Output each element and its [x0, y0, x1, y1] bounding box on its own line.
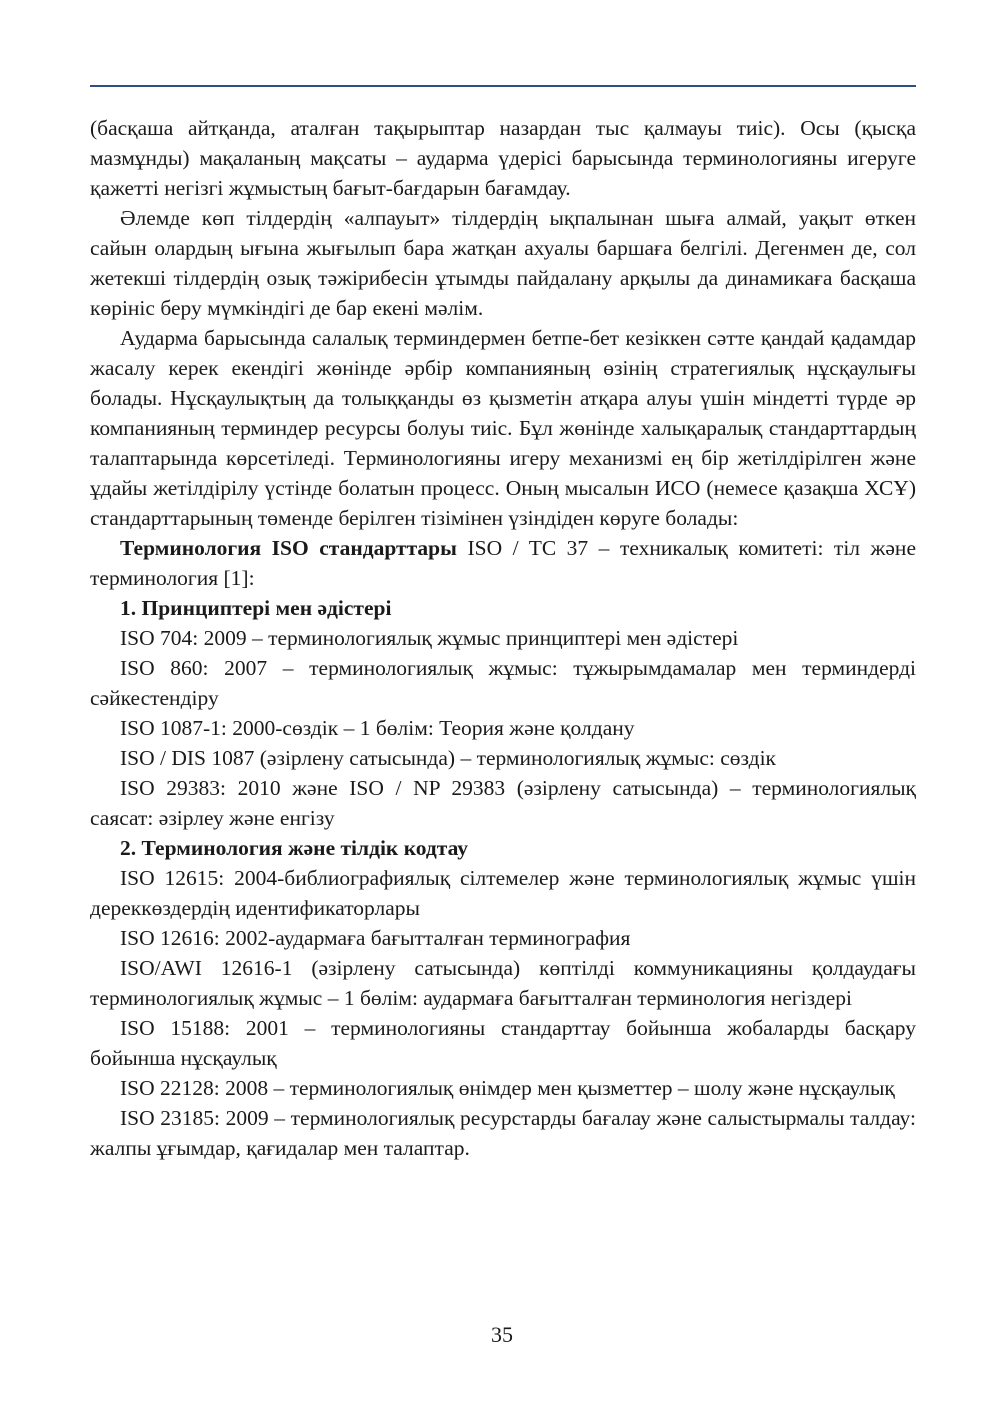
- section-heading-principles: 1. Принциптері мен әдістері: [120, 596, 392, 620]
- standard-item: ISO / DIS 1087 (әзірлену сатысында) – терминологиялық жұмыс: сөздік: [120, 746, 777, 770]
- page-body: [90, 113, 916, 1163]
- standard-item: ISO/AWI 12616-1 (әзірлену сатысында) көптілді коммуникацияны қолдаудағы терминологиялық жұмыс – 1 бөлім: аудармаға бағытталған терминология негіздері: [90, 956, 916, 1010]
- iso-standards-label: Терминология ISO стандарттары: [120, 536, 457, 560]
- iso-committee-text: ISO / TC 37 – техникалық комитеті: тіл және терминология [1]:: [90, 536, 916, 590]
- paragraph-iso-committee: [90, 533, 916, 593]
- standard-item: ISO 29383: 2010 және ISO / NP 29383 (әзірлену сатысында) – терминологиялық саясат: әзірлеу және енгізу: [90, 776, 916, 830]
- paragraph-languages: Әлемде көп тілдердің «алпауыт» тілдердің ықпалынан шыға алмай, уақыт өткен сайын олардың ығына жығылып бара жатқан ахуалы баршаға белгілі. Дегенмен де, сол жетекші тілдердің озық тәжірибесін ұтымды пайдалану арқылы да динамикаға басқаша көрініс беру мүмкіндігі де бар екені мәлім.: [90, 206, 916, 320]
- standard-item: ISO 12616: 2002-аудармаға бағытталған терминография: [120, 926, 631, 950]
- standard-item: ISO 704: 2009 – терминологиялық жұмыс принциптері мен әдістері: [120, 626, 739, 650]
- page-number: 35: [491, 1322, 513, 1347]
- paragraph-intro-continuation: (басқаша айтқанда, аталған тақырыптар назардан тыс қалмауы тиіс). Осы (қысқа мазмұнды) мақаланың мақсаты – аударма үдерісі барысында терминологияны игеруге қажетті негізгі жұмыстың бағыт-бағдарын бағамдау.: [90, 116, 916, 200]
- header-rule: [90, 85, 916, 87]
- standard-item: ISO 22128: 2008 – терминологиялық өнімдер мен қызметтер – шолу және нұсқаулық: [120, 1076, 895, 1100]
- paragraph-strategy: Аударма барысында салалық терминдермен бетпе-бет кезіккен сәтте қандай қадамдар жасалу керек екендігі жөнінде әрбір компанияның өзінің стратегиялық нұсқаулығы болады. Нұсқаулықтың да толыққанды өз қызметін атқара алуы үшін міндетті түрде әр компанияның терминдер ресурсы болуы тиіс. Бұл жөнінде халықаралық стандарттардың талаптарында көрсетіледі. Терминологияны игеру механизмі ең бір жетілдірілген және ұдайы жетілдірілу үстінде болатын процесс. Оның мысалын ИСО (немесе қазақша ХСҰ) стандарттарының төменде берілген тізімінен үзіндіден көруге болады:: [90, 326, 916, 530]
- standard-item: ISO 12615: 2004-библиографиялық сілтемелер және терминологиялық жұмыс үшін дереккөздердің идентификаторлары: [90, 866, 916, 920]
- standard-item: ISO 860: 2007 – терминологиялық жұмыс: тұжырымдамалар мен терминдерді сәйкестендіру: [90, 656, 916, 710]
- section-heading-coding: 2. Терминология және тілдік кодтау: [120, 836, 469, 860]
- standard-item: ISO 15188: 2001 – терминологияны стандарттау бойынша жобаларды басқару бойынша нұсқаулық: [90, 1016, 916, 1070]
- standard-item: ISO 23185: 2009 – терминологиялық ресурстарды бағалау және салыстырмалы талдау: жалпы ұғымдар, қағидалар мен талаптар.: [90, 1106, 916, 1160]
- standard-item: ISO 1087-1: 2000-сөздік – 1 бөлім: Теория және қолдану: [120, 716, 635, 740]
